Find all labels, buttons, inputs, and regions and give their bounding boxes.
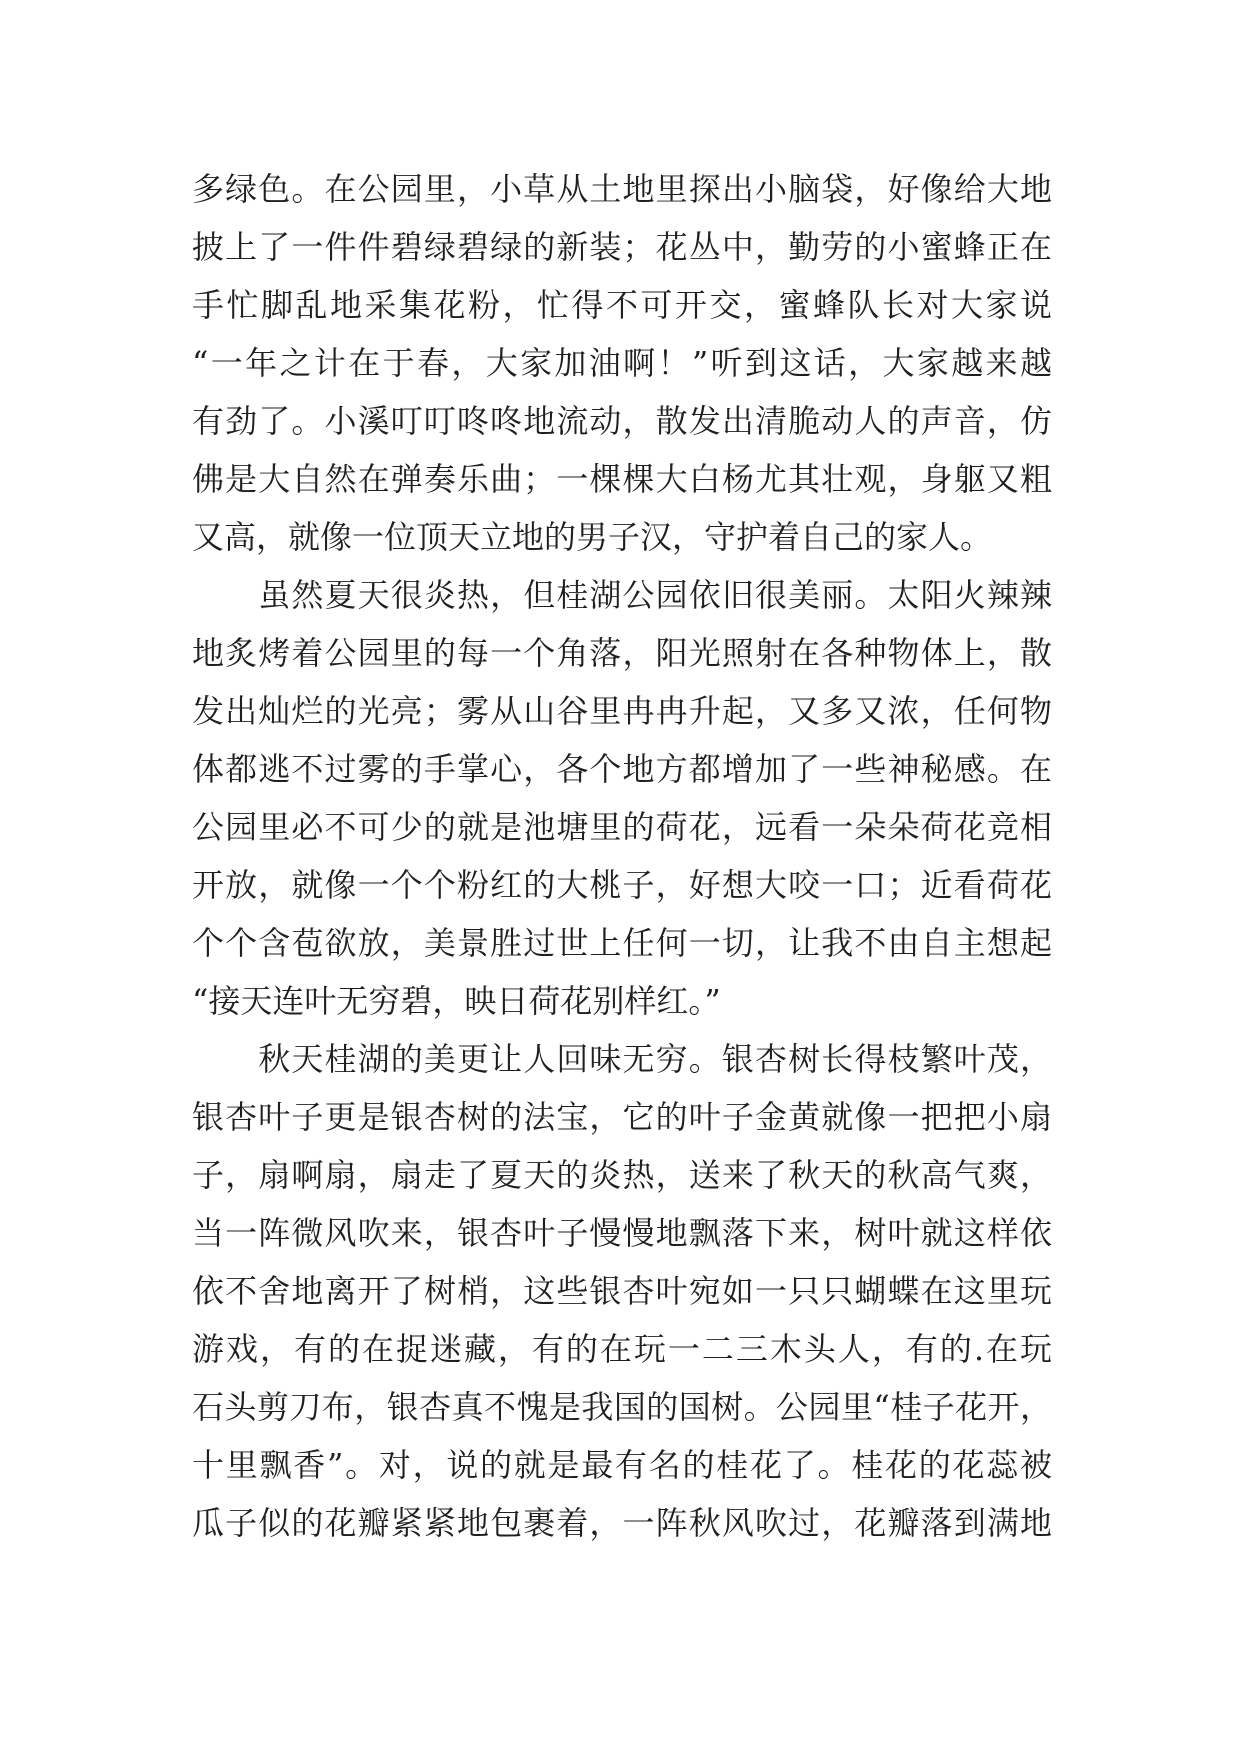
text-line: 又高，就像一位顶天立地的男子汉，守护着自己的家人。 — [192, 518, 993, 556]
text-line: 依不舍地离开了树梢，这些银杏叶宛如一只只蝴蝶在这里玩 — [192, 1272, 1052, 1310]
text-line: 瓜子似的花瓣紧紧地包裹着，一阵秋风吹过，花瓣落到满地 — [192, 1504, 1052, 1542]
text-line: 当一阵微风吹来，银杏叶子慢慢地飘落下来，树叶就这样依 — [192, 1214, 1052, 1252]
text-line: 披上了一件件碧绿碧绿的新装；花丛中，勤劳的小蜜蜂正在 — [192, 228, 1052, 266]
text-line: 有劲了。小溪叮叮咚咚地流动，散发出清脆动人的声音，仿 — [192, 402, 1052, 440]
text-line: “一年之计在于春，大家加油啊！”听到这话，大家越来越 — [192, 344, 1052, 382]
essay-body — [192, 160, 1052, 1552]
text-line: 虽然夏天很炎热，但桂湖公园依旧很美丽。太阳火辣辣 — [192, 576, 1052, 614]
text-line: 发出灿烂的光亮；雾从山谷里冉冉升起，又多又浓，任何物 — [192, 692, 1052, 730]
text-line: 石头剪刀布，银杏真不愧是我国的国树。公园里“桂子花开， — [192, 1388, 1052, 1426]
text-line: 多绿色。在公园里，小草从土地里探出小脑袋，好像给大地 — [192, 170, 1052, 208]
text-line: 十里飘香”。对，说的就是最有名的桂花了。桂花的花蕊被 — [192, 1446, 1052, 1484]
text-line: 秋天桂湖的美更让人回味无穷。银杏树长得枝繁叶茂， — [192, 1040, 1052, 1078]
text-line: 地炙烤着公园里的每一个角落，阳光照射在各种物体上，散 — [192, 634, 1052, 672]
text-line: 公园里必不可少的就是池塘里的荷花，远看一朵朵荷花竞相 — [192, 808, 1052, 846]
text-line: 手忙脚乱地采集花粉，忙得不可开交，蜜蜂队长对大家说 — [192, 286, 1052, 324]
text-line: 体都逃不过雾的手掌心，各个地方都增加了一些神秘感。在 — [192, 750, 1052, 788]
text-line: 开放，就像一个个粉红的大桃子，好想大咬一口；近看荷花 — [192, 866, 1052, 904]
text-line: 游戏，有的在捉迷藏，有的在玩一二三木头人，有的.在玩 — [192, 1330, 1052, 1368]
text-line: 个个含苞欲放，美景胜过世上任何一切，让我不由自主想起 — [192, 924, 1052, 962]
text-line: 银杏叶子更是银杏树的法宝，它的叶子金黄就像一把把小扇 — [192, 1098, 1052, 1136]
text-line: 佛是大自然在弹奏乐曲；一棵棵大白杨尤其壮观，身躯又粗 — [192, 460, 1052, 498]
text-line: “接天连叶无穷碧，映日荷花别样红。” — [192, 982, 721, 1020]
text-line: 子，扇啊扇，扇走了夏天的炎热，送来了秋天的秋高气爽， — [192, 1156, 1052, 1194]
